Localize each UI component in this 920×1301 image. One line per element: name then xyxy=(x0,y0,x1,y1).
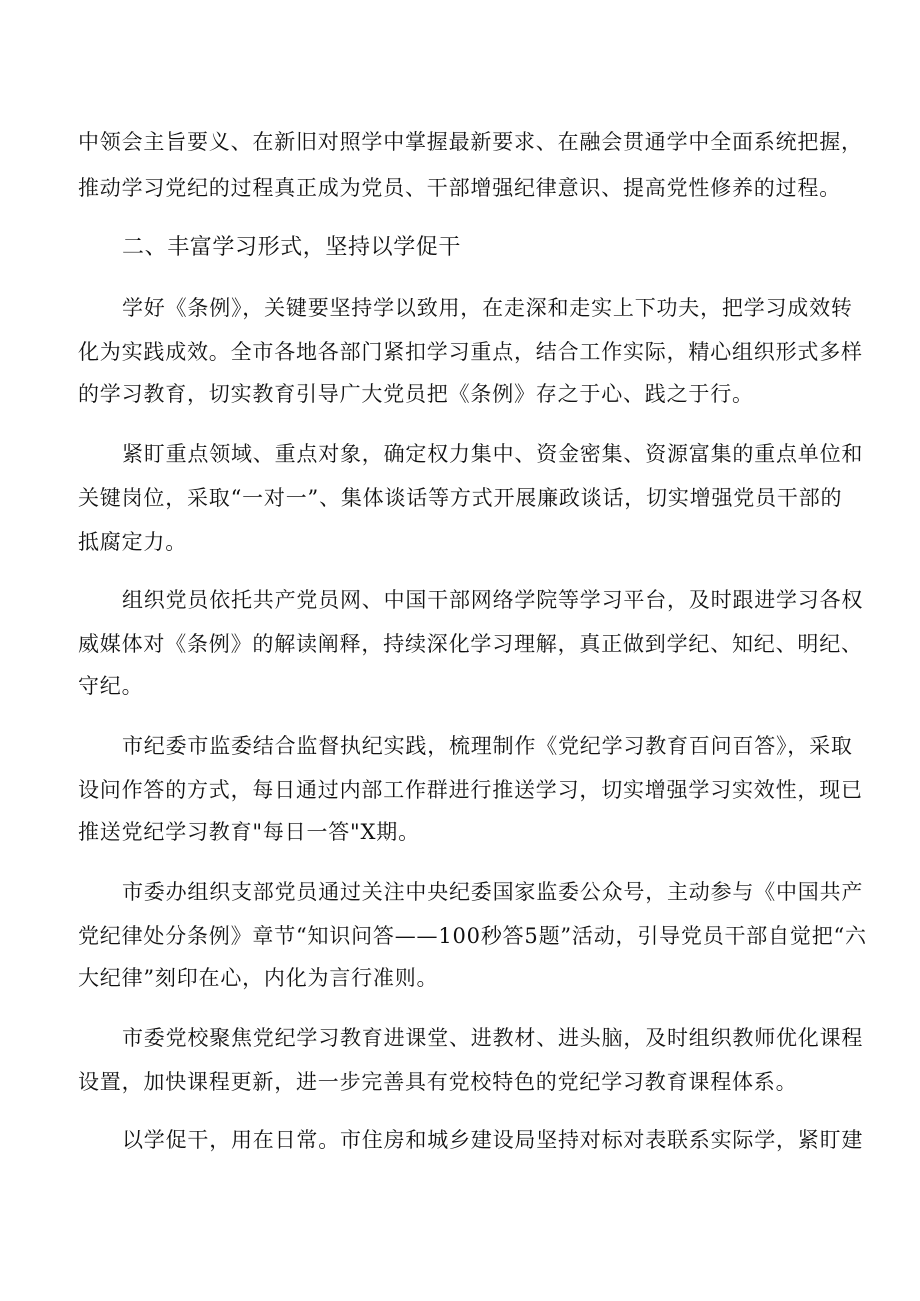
paragraph-2-line-2: 关键岗位，采取“一对一”、集体谈话等方式开展廉政谈话，切实增强党员干部的 xyxy=(78,486,843,510)
paragraph-7-line-1: 以学促干，用在日常。市住房和城乡建设局坚持对标对表联系实际学，紧盯建 xyxy=(122,1128,864,1152)
text-line-2: 推动学习党纪的过程真正成为党员、干部增强纪律意识、提高党性修养的过程。 xyxy=(78,176,841,200)
paragraph-3-line-1: 组织党员依托共产党员网、中国干部网络学院等学习平台，及时跟进学习各权 xyxy=(122,588,864,612)
paragraph-5-line-1: 市委办组织支部党员通过关注中央纪委国家监委公众号，主动参与《中国共产 xyxy=(122,880,864,904)
text-line-1: 中领会主旨要义、在新旧对照学中掌握最新要求、在融会贯通学中全面系统把握， xyxy=(78,130,863,154)
paragraph-2-line-1: 紧盯重点领域、重点对象，确定权力集中、资金密集、资源富集的重点单位和 xyxy=(122,442,864,466)
paragraph-3-line-3: 守纪。 xyxy=(78,674,144,698)
paragraph-6-line-1: 市委党校聚焦党纪学习教育进课堂、进教材、进头脑，及时组织教师优化课程 xyxy=(122,1026,864,1050)
paragraph-5-line-2: 党纪律处分条例》章节“知识问答——100秒答5题”活动，引导党员干部自觉把“六 xyxy=(78,924,867,948)
paragraph-4-line-3: 推送党纪学习教育"每日一答"X期。 xyxy=(78,820,420,844)
paragraph-1-line-3: 的学习教育，切实教育引导广大党员把《条例》存之于心、践之于行。 xyxy=(78,382,754,406)
paragraph-1-line-2: 化为实践成效。全市各地各部门紧扣学习重点，结合工作实际，精心组织形式多样 xyxy=(78,340,863,364)
paragraph-4-line-1: 市纪委市监委结合监督执纪实践，梳理制作《党纪学习教育百问百答》，采取 xyxy=(122,734,853,758)
paragraph-5-line-3: 大纪律”刻印在心，内化为言行准则。 xyxy=(78,966,439,990)
paragraph-2-line-3: 抵腐定力。 xyxy=(78,530,187,554)
paragraph-3-line-2: 威媒体对《条例》的解读阐释，持续深化学习理解，真正做到学纪、知纪、明纪、 xyxy=(78,632,863,656)
paragraph-4-line-2: 设问作答的方式，每日通过内部工作群进行推送学习，切实增强学习实效性，现已 xyxy=(78,778,863,802)
section-heading: 二、丰富学习形式，坚持以学促干 xyxy=(122,235,462,260)
paragraph-1-line-1: 学好《条例》，关键要坚持学以致用，在走深和走实上下功夫，把学习成效转 xyxy=(122,296,853,320)
paragraph-6-line-2: 设置，加快课程更新，进一步完善具有党校特色的党纪学习教育课程体系。 xyxy=(78,1070,798,1094)
